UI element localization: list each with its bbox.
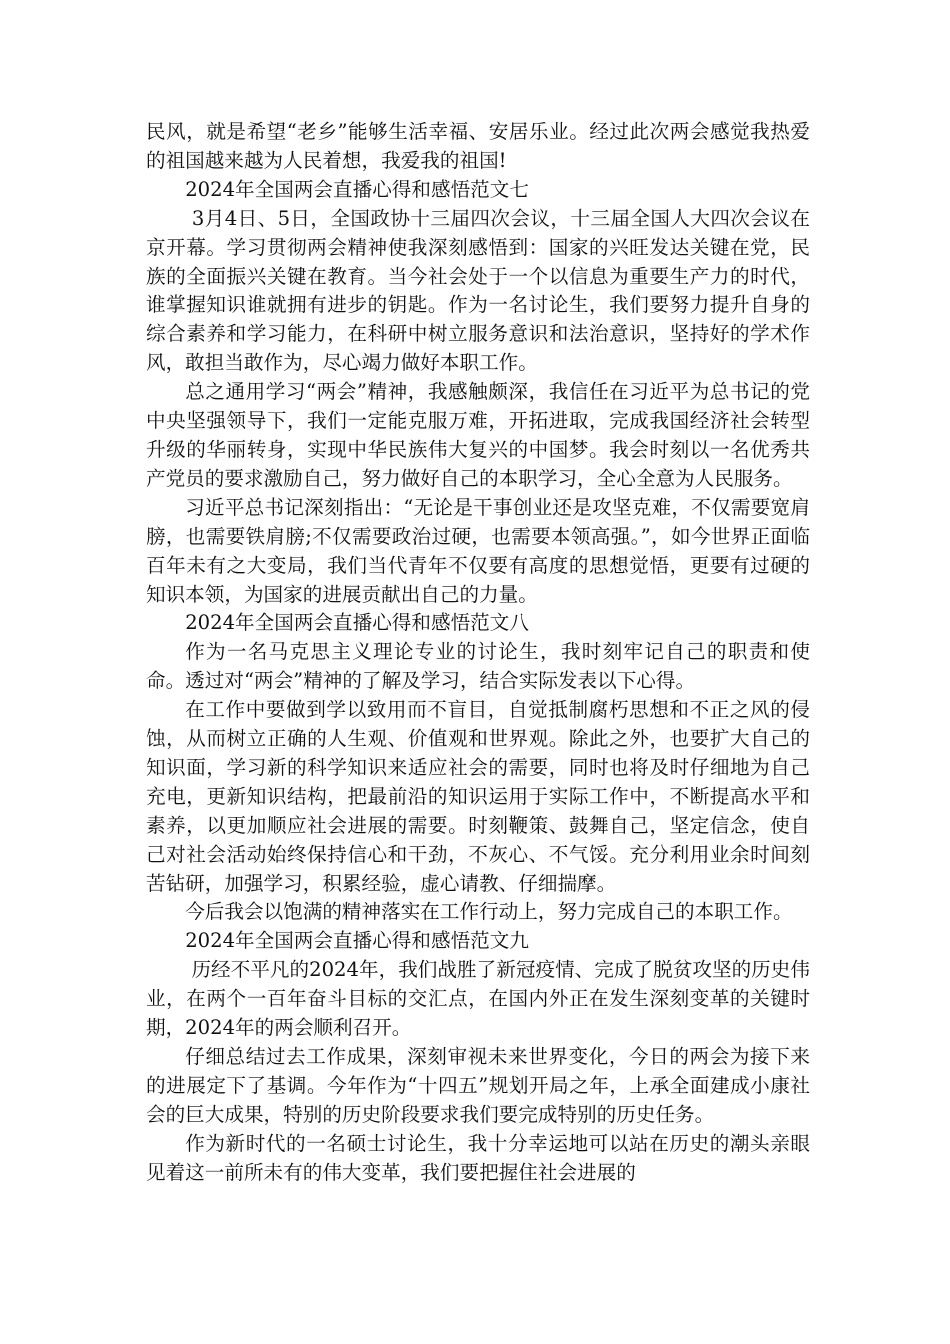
paragraph: 仔细总结过去工作成果，深刻审视未来世界变化，今日的两会为接下来的进展定下了基调。今年作为“十四五”规划开局之年，上承全面建成小康社会的巨大成果，特别的历史阶段要求我们要完成特别的历史任务。 xyxy=(146,1045,810,1126)
paragraph: 民风，就是希望“老乡”能够生活幸福、安居乐业。经过此次两会感觉我热爱的祖国越来越为人民着想，我爱我的祖国! xyxy=(146,120,810,172)
paragraph: 习近平总书记深刻指出：“无论是干事创业还是攻坚克难，不仅需要宽肩膀，也需要铁肩膀;不仅需要政治过硬，也需要本领高强。”，如今世界正面临百年未有之大变局，我们当代青年不仅要有高度的思想觉悟，更要有过硬的知识本领，为国家的进展贡献出自己的力量。 xyxy=(146,495,810,606)
section-heading: 2024年全国两会直播心得和感悟范文九 xyxy=(185,929,529,953)
paragraph: 在工作中要做到学以致用而不盲目，自觉抵制腐朽思想和不正之风的侵蚀，从而树立正确的人生观、价值观和世界观。除此之外，也要扩大自己的知识面，学习新的科学知识来适应社会的需要，同时也将及时仔细地为自己充电，更新知识结构，把最前沿的知识运用于实际工作中，不断提高水平和素养，以更加顺应社会进展的需要。时刻鞭策、鼓舞自己，坚定信念，使自己对社会活动始终保持信心和干劲，不灰心、不气馁。充分利用业余时间刻苦钻研，加强学习，积累经验，虚心请教、仔细揣摩。 xyxy=(146,698,810,895)
section-heading: 2024年全国两会直播心得和感悟范文八 xyxy=(185,611,529,635)
paragraph: 3月4日、5日，全国政协十三届四次会议，十三届全国人大四次会议在京开幕。学习贯彻两会精神使我深刻感悟到：国家的兴旺发达关键在党，民族的全面振兴关键在教育。当今社会处于一个以信息为重要生产力的时代，谁掌握知识谁就拥有进步的钥匙。作为一名讨论生，我们要努力提升自身的综合素养和学习能力，在科研中树立服务意识和法治意识，坚持好的学术作风，敢担当敢作为，尽心竭力做好本职工作。 xyxy=(146,206,810,375)
paragraph: 总之通用学习“两会”精神，我感触颇深，我信任在习近平为总书记的党中央坚强领导下，我们一定能克服万难，开拓进取，完成我国经济社会转型升级的华丽转身，实现中华民族伟大复兴的中国梦。我会时刻以一名优秀共产党员的要求激励自己，努力做好自己的本职学习，全心全意为人民服务。 xyxy=(146,380,810,490)
paragraph: 历经不平凡的2024年，我们战胜了新冠疫情、完成了脱贫攻坚的历史伟业，在两个一百年奋斗目标的交汇点，在国内外正在发生深刻变革的关键时期，2024年的两会顺利召开。 xyxy=(146,958,810,1040)
paragraph: 作为一名马克思主义理论专业的讨论生，我时刻牢记自己的职责和使命。透过对“两会”精神的了解及学习，结合实际发表以下心得。 xyxy=(146,640,810,693)
paragraph: 作为新时代的一名硕士讨论生，我十分幸运地可以站在历史的潮头亲眼见着这一前所未有的伟大变革，我们要把握住社会进展的 xyxy=(146,1131,810,1184)
paragraph: 今后我会以饱满的精神落实在工作行动上，努力完成自己的本职工作。 xyxy=(185,900,793,924)
section-heading: 2024年全国两会直播心得和感悟范文七 xyxy=(185,177,529,201)
document-page xyxy=(146,118,810,1188)
